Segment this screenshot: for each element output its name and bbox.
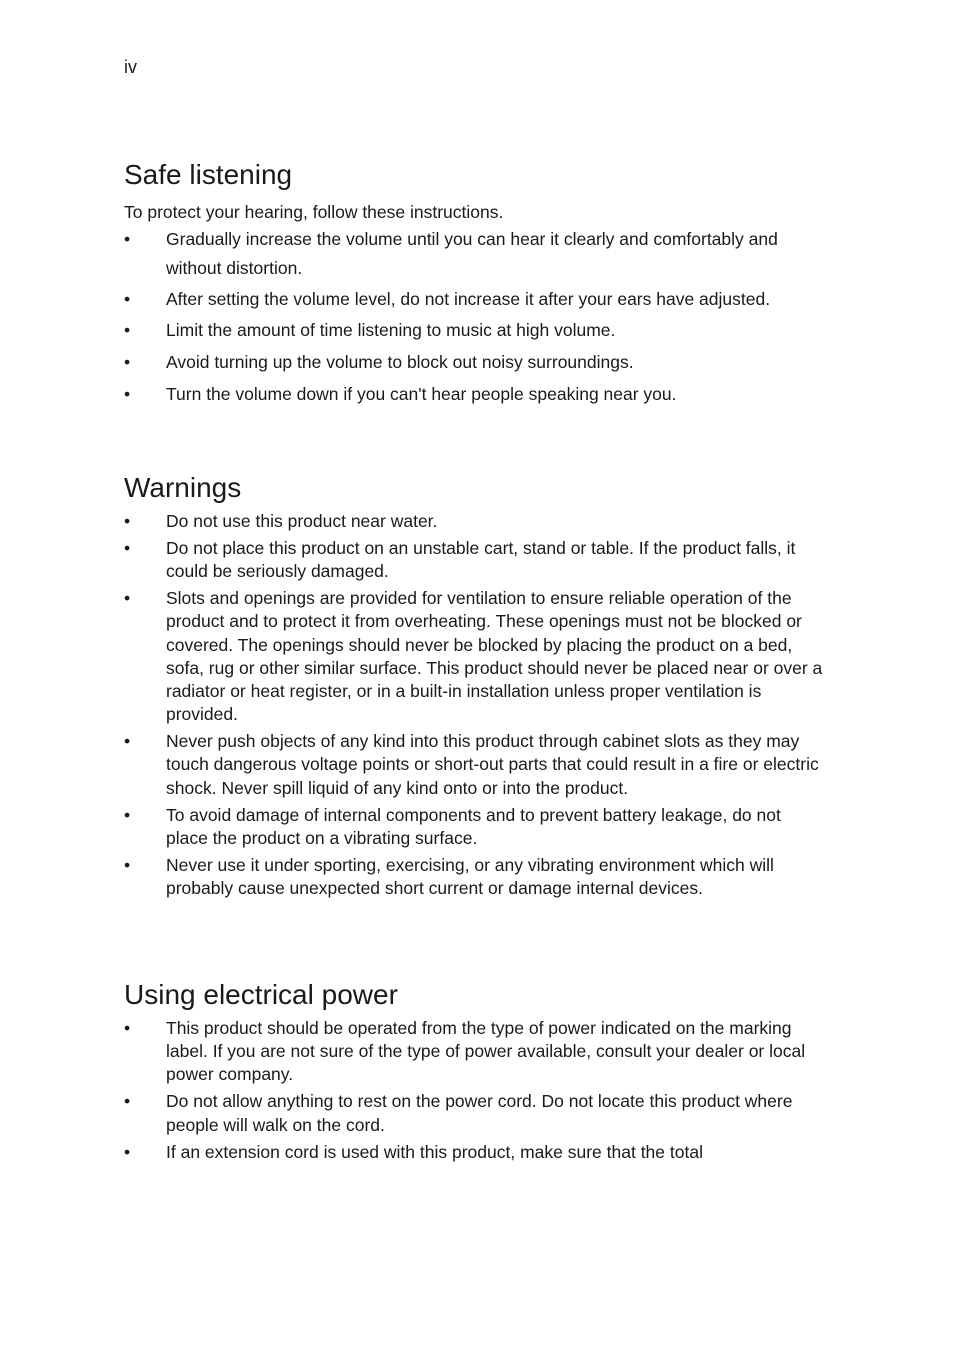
list-item — [124, 1090, 824, 1136]
bullet-icon: • — [124, 511, 131, 531]
list-item — [124, 348, 824, 377]
list-item-text: Do not use this product near water. — [166, 511, 438, 531]
safe-listening-list — [124, 225, 824, 409]
list-item — [124, 316, 824, 345]
list-item — [124, 285, 824, 314]
bullet-icon: • — [124, 229, 131, 249]
electrical-power-section — [124, 978, 824, 1168]
safe-listening-heading: Safe listening — [124, 159, 293, 190]
bullet-icon: • — [124, 1141, 131, 1162]
list-item — [124, 225, 824, 283]
list-item-text: Slots and openings are provided for ventilation to ensure reliable operation of the product and to protect it from overheating. These openings must not be blocked or covered. The openings should never be blocked by placing the product on a bed, sofa, rug or other similar surface. This product should never be placed near or over a radiator or heat register, or in a built-in installation unless proper ventilation is provided. — [166, 588, 823, 725]
list-item-text: Never push objects of any kind into this product through cabinet slots as they may touch dangerous voltage points or short-out parts that could result in a fire or electric shock. Never spill liquid of any kind onto or into the product. — [166, 731, 819, 798]
list-item — [124, 1141, 824, 1164]
list-item — [124, 730, 824, 800]
bullet-icon: • — [124, 731, 131, 752]
list-item-text: Do not allow anything to rest on the power cord. Do not locate this product where people will walk on the cord. — [166, 1091, 793, 1135]
electrical-power-heading: Using electrical power — [124, 979, 398, 1010]
warnings-list — [124, 510, 824, 900]
bullet-icon: • — [124, 289, 131, 309]
list-item-text: After setting the volume level, do not increase it after your ears have adjusted. — [166, 289, 771, 309]
page-number: iv — [124, 57, 137, 77]
list-item — [124, 1017, 824, 1087]
list-item-text: This product should be operated from the type of power indicated on the marking label. If you are not sure of the type of power available, consult your dealer or local power company. — [166, 1018, 806, 1085]
list-item — [124, 510, 824, 533]
bullet-icon: • — [124, 320, 131, 340]
bullet-icon: • — [124, 384, 131, 404]
electrical-power-list — [124, 1017, 824, 1164]
list-item-text: Turn the volume down if you can't hear people speaking near you. — [166, 384, 677, 404]
list-item-text: If an extension cord is used with this product, make sure that the total — [166, 1141, 703, 1162]
list-item-text: To avoid damage of internal components and to prevent battery leakage, do not place the product on a vibrating surface. — [166, 804, 781, 848]
bullet-icon: • — [124, 854, 131, 875]
warnings-heading: Warnings — [124, 472, 242, 503]
list-item — [124, 587, 824, 726]
bullet-icon: • — [124, 352, 131, 372]
list-item-text: Do not place this product on an unstable cart, stand or table. If the product falls, it could be seriously damaged. — [166, 538, 796, 582]
bullet-icon: • — [124, 588, 131, 609]
bullet-icon: • — [124, 1091, 131, 1112]
warnings-section — [124, 471, 824, 904]
list-item — [124, 380, 824, 409]
list-item-text: Avoid turning up the volume to block out noisy surroundings. — [166, 352, 634, 372]
bullet-icon: • — [124, 1018, 131, 1038]
list-item-text: Limit the amount of time listening to music at high volume. — [166, 320, 616, 340]
safe-listening-section — [124, 158, 824, 412]
safe-listening-intro: To protect your hearing, follow these instructions. — [124, 202, 504, 222]
list-item — [124, 854, 824, 900]
list-item-text: Gradually increase the volume until you can hear it clearly and comfortably and without distortion. — [166, 229, 778, 278]
bullet-icon: • — [124, 538, 131, 558]
list-item — [124, 537, 824, 583]
list-item — [124, 804, 824, 850]
bullet-icon: • — [124, 804, 131, 825]
list-item-text: Never use it under sporting, exercising, or any vibrating environment which will probably cause unexpected short current or damage internal devices. — [166, 854, 774, 899]
